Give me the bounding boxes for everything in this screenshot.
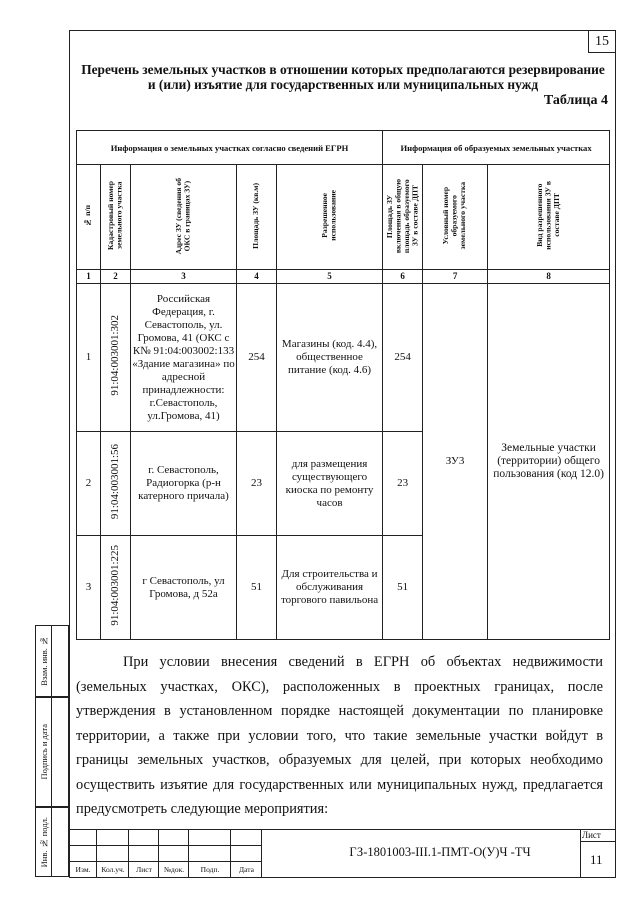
cadastral-number: 91:04:003001:302 [101,284,131,432]
row-number: 3 [77,536,101,640]
column-numbers-row: 1 2 3 4 5 6 7 8 [77,270,610,284]
row-number: 2 [77,432,101,536]
cadastral-number: 91:04:003001:225 [101,536,131,640]
area-included: 51 [383,536,423,640]
area: 254 [237,284,277,432]
col-header: Вид разрешенного использования ЗУ в составе ДПТ [488,165,610,270]
area: 23 [237,432,277,536]
cadastral-number: 91:04:003001:56 [101,432,131,536]
body-paragraph: При условии внесения сведений в ЕГРН об объектах недвижимости (земельных участках, ОКС), расположенных в проектных границах, после утверждения в установленном порядке настоящей документации по планировке территории, а также при условии того, что такие земельные участки войдут в границы земельных участков, образуемых для целей, при которых необходимо осуществить изъятие для государственных или муниципальных нужд, предлагается предусмотреть следующие мероприятия: [76,654,603,817]
permitted-use: Магазины (код. 4.4), общественное питание (код. 4.6) [277,284,383,432]
area: 51 [237,536,277,640]
row-number: 1 [77,284,101,432]
col-header: Условный номер образуемого земельного участка [423,165,488,270]
land-plots-table [76,130,610,640]
address: Российская Федерация, г. Севастополь, ул. Громова, 41 (ОКС с К№ 91:04:003002:133 «Здание магазина» по адресной принадлежности: г.Севастополь, ул.Громова, 41) [131,284,237,432]
stamp-label: Изм. [75,865,91,874]
group-header-egrn: Информация о земельных участках согласно сведений ЕГРН [77,131,383,165]
permitted-use: для размещения существующего киоска по ремонту часов [277,432,383,536]
col-header: Площадь ЗУ включенная в общую площадь образуемого ЗУ в составе ДПТ [383,165,423,270]
sheet-number: 11 [590,852,603,867]
side-label: Инв. № подл. [38,816,49,868]
col-header: Адрес ЗУ (сведения об ОКС в границах ЗУ) [131,165,237,270]
sheet-label: Лист [582,830,601,840]
address: г Севастополь, ул Громова, д 52а [131,536,237,640]
col-header: Разрешенное использование [277,165,383,270]
group-header-new-plots: Информация об образуемых земельных участках [383,131,610,165]
stamp-label: №док. [163,865,185,874]
stamp-label: Лист [136,865,152,874]
col-header: Площадь ЗУ (кв.м) [237,165,277,270]
stamp-label: Подп. [200,865,220,874]
page-number: 15 [588,31,615,53]
document-code: ГЗ-1801003-III.1-ПМТ-О(У)Ч -ТЧ [349,845,531,859]
col-header: № п/п [77,165,101,270]
table-label: Таблица 4 [543,93,608,108]
side-stamp [35,625,69,877]
side-label: Взам. инв. № [38,636,49,686]
stamp-label: Кол.уч. [101,865,125,874]
permitted-use: Для строительства и обслуживания торгового павильона [277,536,383,640]
area-included: 254 [383,284,423,432]
area-included: 23 [383,432,423,536]
address: г. Севастополь, Радиогорка (р-н катерного причала) [131,432,237,536]
stamp-label: Дата [239,865,254,874]
conditional-number: ЗУ3 [423,284,488,640]
new-permitted-use: Земельные участки (территории) общего пользования (код 12.0) [488,284,610,640]
table-row [77,284,610,432]
side-label: Подпись и дата [38,724,49,780]
document-title: Перечень земельных участков в отношении которых предполагаются резервирование и (или) изъятие для государственных или муниципальных нужд [81,62,605,92]
col-header: Кадастровый номер земельного участка [101,165,131,270]
